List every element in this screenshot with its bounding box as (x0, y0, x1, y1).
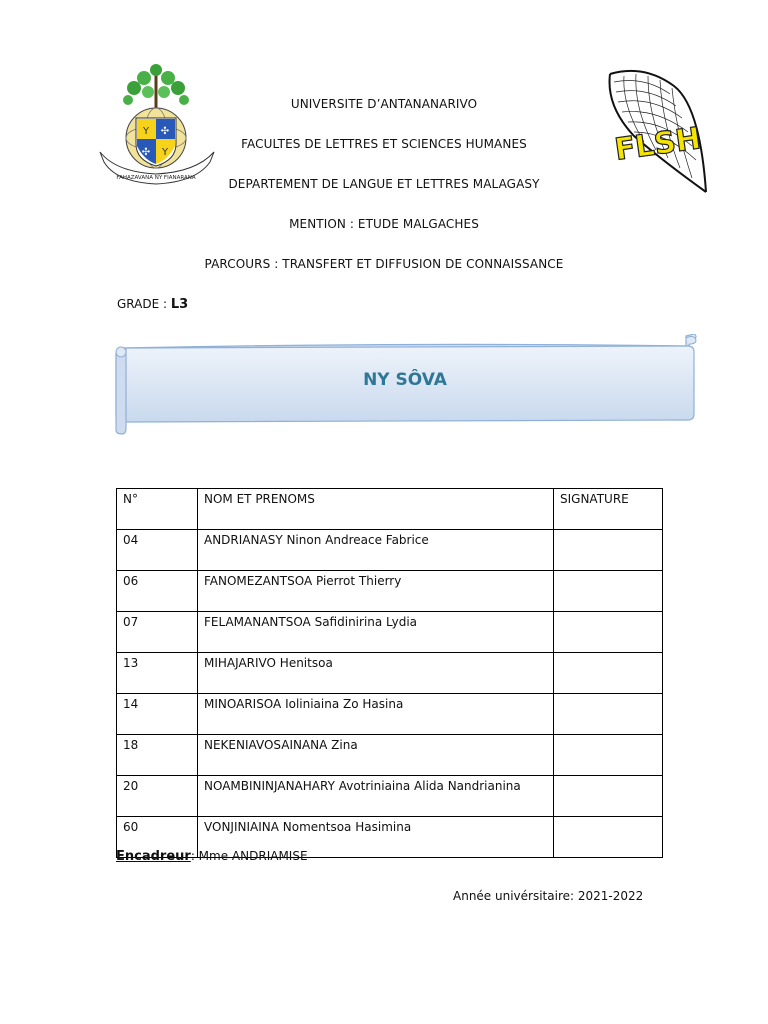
document-title: NY SÔVA (363, 370, 447, 390)
svg-text:Y: Y (161, 147, 169, 158)
faculty-name: FACULTES DE LETTRES ET SCIENCES HUMANES (241, 137, 527, 151)
row-number: 06 (117, 571, 198, 612)
row-signature (554, 653, 663, 694)
table-row (117, 653, 663, 694)
grade-value: L3 (170, 297, 189, 312)
encadreur-label: Encadreur (116, 849, 191, 864)
row-name: FANOMEZANTSOA Pierrot Thierry (198, 571, 554, 612)
grade (117, 297, 188, 312)
table-row (117, 735, 663, 776)
row-name: MIHAJARIVO Henitsoa (198, 653, 554, 694)
row-number: 07 (117, 612, 198, 653)
row-number: 18 (117, 735, 198, 776)
table-row (117, 530, 663, 571)
students-table (116, 488, 663, 858)
row-name: NOAMBININJANAHARY Avotriniaina Alida Nandrianina (198, 776, 554, 817)
header-signature: SIGNATURE (554, 489, 663, 530)
row-name: NEKENIAVOSAINANA Zina (198, 735, 554, 776)
svg-text:✣: ✣ (160, 126, 170, 137)
header-number: N° (117, 489, 198, 530)
row-number: 20 (117, 776, 198, 817)
row-number: 14 (117, 694, 198, 735)
row-signature (554, 817, 663, 858)
row-signature (554, 694, 663, 735)
table-header-row (117, 489, 663, 530)
svg-text:Y: Y (142, 126, 150, 137)
row-signature (554, 571, 663, 612)
table-row (117, 571, 663, 612)
svg-text:✣: ✣ (141, 147, 151, 158)
row-signature (554, 530, 663, 571)
row-name: FELAMANANTSOA Safidinirina Lydia (198, 612, 554, 653)
svg-text:FAHAZAVANA NY FIANARANA: FAHAZAVANA NY FIANARANA (116, 175, 196, 181)
row-name: ANDRIANASY Ninon Andreace Fabrice (198, 530, 554, 571)
row-signature (554, 612, 663, 653)
table-row (117, 776, 663, 817)
department-name: DEPARTEMENT DE LANGUE ET LETTRES MALAGASY (228, 177, 540, 191)
row-number: 04 (117, 530, 198, 571)
parcours: PARCOURS : TRANSFERT ET DIFFUSION DE CONNAISSANCE (204, 257, 564, 271)
table-row (117, 694, 663, 735)
encadreur (116, 849, 308, 864)
row-name: MINOARISOA Ioliniaina Zo Hasina (198, 694, 554, 735)
mention: MENTION : ETUDE MALGACHES (289, 217, 479, 231)
academic-year: Année univérsitaire: 2021-2022 (453, 889, 644, 903)
row-signature (554, 735, 663, 776)
row-name: VONJINIAINA Nomentsoa Hasimina (198, 817, 554, 858)
row-signature (554, 776, 663, 817)
grade-label: GRADE : (117, 297, 171, 311)
university-seal-icon (96, 60, 218, 186)
table-row (117, 612, 663, 653)
row-number: 13 (117, 653, 198, 694)
encadreur-value: : Mme ANDRIAMISE (190, 849, 308, 863)
row-number: 60 (117, 817, 198, 858)
svg-text:FLSH: FLSH (612, 121, 703, 168)
header-name: NOM ET PRENOMS (198, 489, 554, 530)
university-name: UNIVERSITE D’ANTANANARIVO (290, 97, 478, 111)
